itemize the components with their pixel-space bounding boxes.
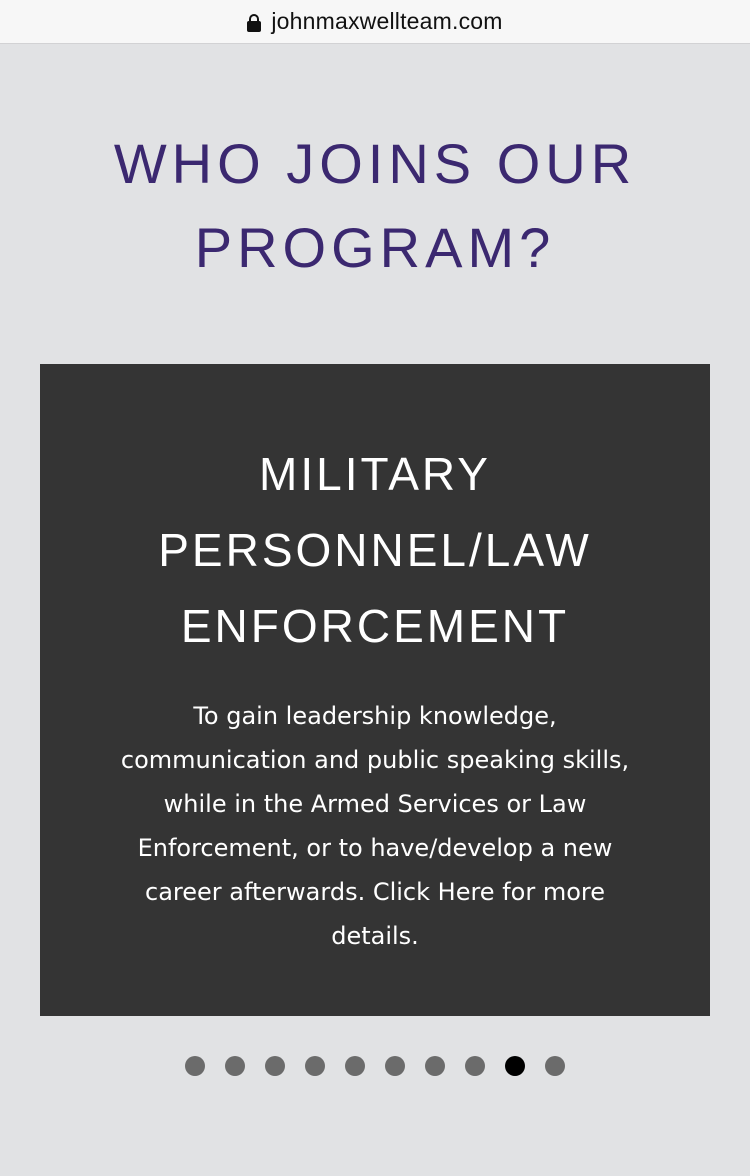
carousel-dot[interactable]: [305, 1056, 325, 1076]
carousel-dot-active[interactable]: [505, 1056, 525, 1076]
carousel-dot[interactable]: [185, 1056, 205, 1076]
lock-icon: [247, 14, 261, 32]
carousel-dot[interactable]: [385, 1056, 405, 1076]
slide-title: MILITARY PERSONNEL/LAW ENFORCEMENT: [158, 448, 592, 652]
carousel-pagination: [0, 1056, 750, 1076]
carousel-slide[interactable]: [40, 364, 710, 1016]
carousel-dot[interactable]: [225, 1056, 245, 1076]
carousel-dot[interactable]: [345, 1056, 365, 1076]
slide-description[interactable]: To gain leadership knowledge, communication and public speaking skills, while in the Armed Services or Law Enforcement, or to have/develop a new career afterwards. Click Here for more details.: [120, 702, 630, 950]
carousel-dot[interactable]: [545, 1056, 565, 1076]
url-text[interactable]: johnmaxwellteam.com: [271, 8, 503, 34]
section-title: WHO JOINS OUR PROGRAM?: [113, 132, 637, 279]
carousel-dot[interactable]: [425, 1056, 445, 1076]
carousel-dot[interactable]: [465, 1056, 485, 1076]
address-bar[interactable]: [0, 0, 750, 44]
carousel-dot[interactable]: [265, 1056, 285, 1076]
